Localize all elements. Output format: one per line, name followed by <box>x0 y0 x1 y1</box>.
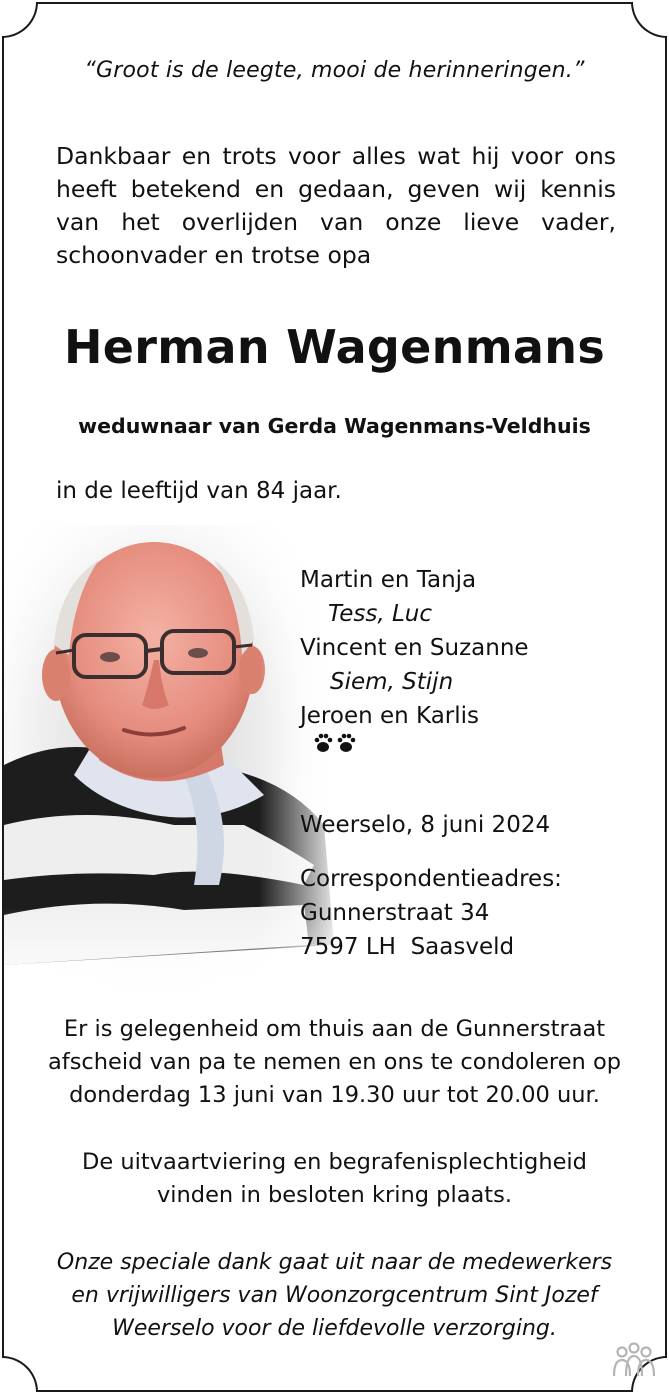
portrait-photo <box>4 525 344 1005</box>
family-couple-3: Jeroen en Karlis <box>300 703 480 729</box>
funeral-paragraph <box>0 1146 669 1212</box>
opening-quote: “Groot is de leegte, mooi de herinneringen.” <box>84 58 585 83</box>
thanks-line-3: Weerselo voor de liefdevolle verzorging. <box>112 1316 557 1341</box>
people-group-logo-icon <box>610 1340 658 1380</box>
funeral-line-1: De uitvaartviering en begrafenisplechtigheid <box>82 1149 587 1175</box>
widower-line: weduwnaar van Gerda Wagenmans-Veldhuis <box>78 414 591 438</box>
address-street: Gunnerstraat 34 <box>300 900 490 926</box>
intro-paragraph: Dankbaar en trots voor alles wat hij voor ons heeft betekend en gedaan, geven wij kennis van het overlijden van onze lieve vader, schoonvader en trotse opa <box>56 142 616 269</box>
thanks-line-1: Onze speciale dank gaat uit naar de medewerkers <box>56 1250 613 1275</box>
place-date: Weerselo, 8 juni 2024 <box>300 812 551 838</box>
address-label: Correspondentieadres: <box>300 866 562 892</box>
family-couple-2: Vincent en Suzanne <box>300 635 529 661</box>
correspondence-address <box>300 862 562 964</box>
thanks-paragraph <box>0 1246 669 1345</box>
age-line: in de leeftijd van 84 jaar. <box>56 478 342 504</box>
border-corner-top-right <box>631 2 667 38</box>
visit-line-1: Er is gelegenheid om thuis aan de Gunnerstraat <box>63 1016 606 1042</box>
visit-line-2: afscheid van pa te nemen en ons te condoleren op <box>48 1049 621 1075</box>
family-kids-1: Tess, Luc <box>328 601 432 627</box>
thanks-line-2: en vrijwilligers van Woonzorgcentrum Sint Jozef <box>71 1283 598 1308</box>
family-couple-1: Martin en Tanja <box>300 567 477 593</box>
border-corner-top-left <box>2 2 38 38</box>
address-postcode-city: 7597 LH Saasveld <box>300 934 515 960</box>
family-list <box>300 563 529 733</box>
border-corner-bottom-left <box>2 1356 38 1392</box>
family-kids-2: Siem, Stijn <box>330 669 454 695</box>
paw-print-icon <box>313 731 357 755</box>
visitation-paragraph <box>0 1013 669 1112</box>
visit-line-3: donderdag 13 juni van 19.30 uur tot 20.00 uur. <box>69 1082 600 1108</box>
funeral-line-2: vinden in besloten kring plaats. <box>156 1182 512 1208</box>
deceased-name: Herman Wagenmans <box>63 320 606 374</box>
